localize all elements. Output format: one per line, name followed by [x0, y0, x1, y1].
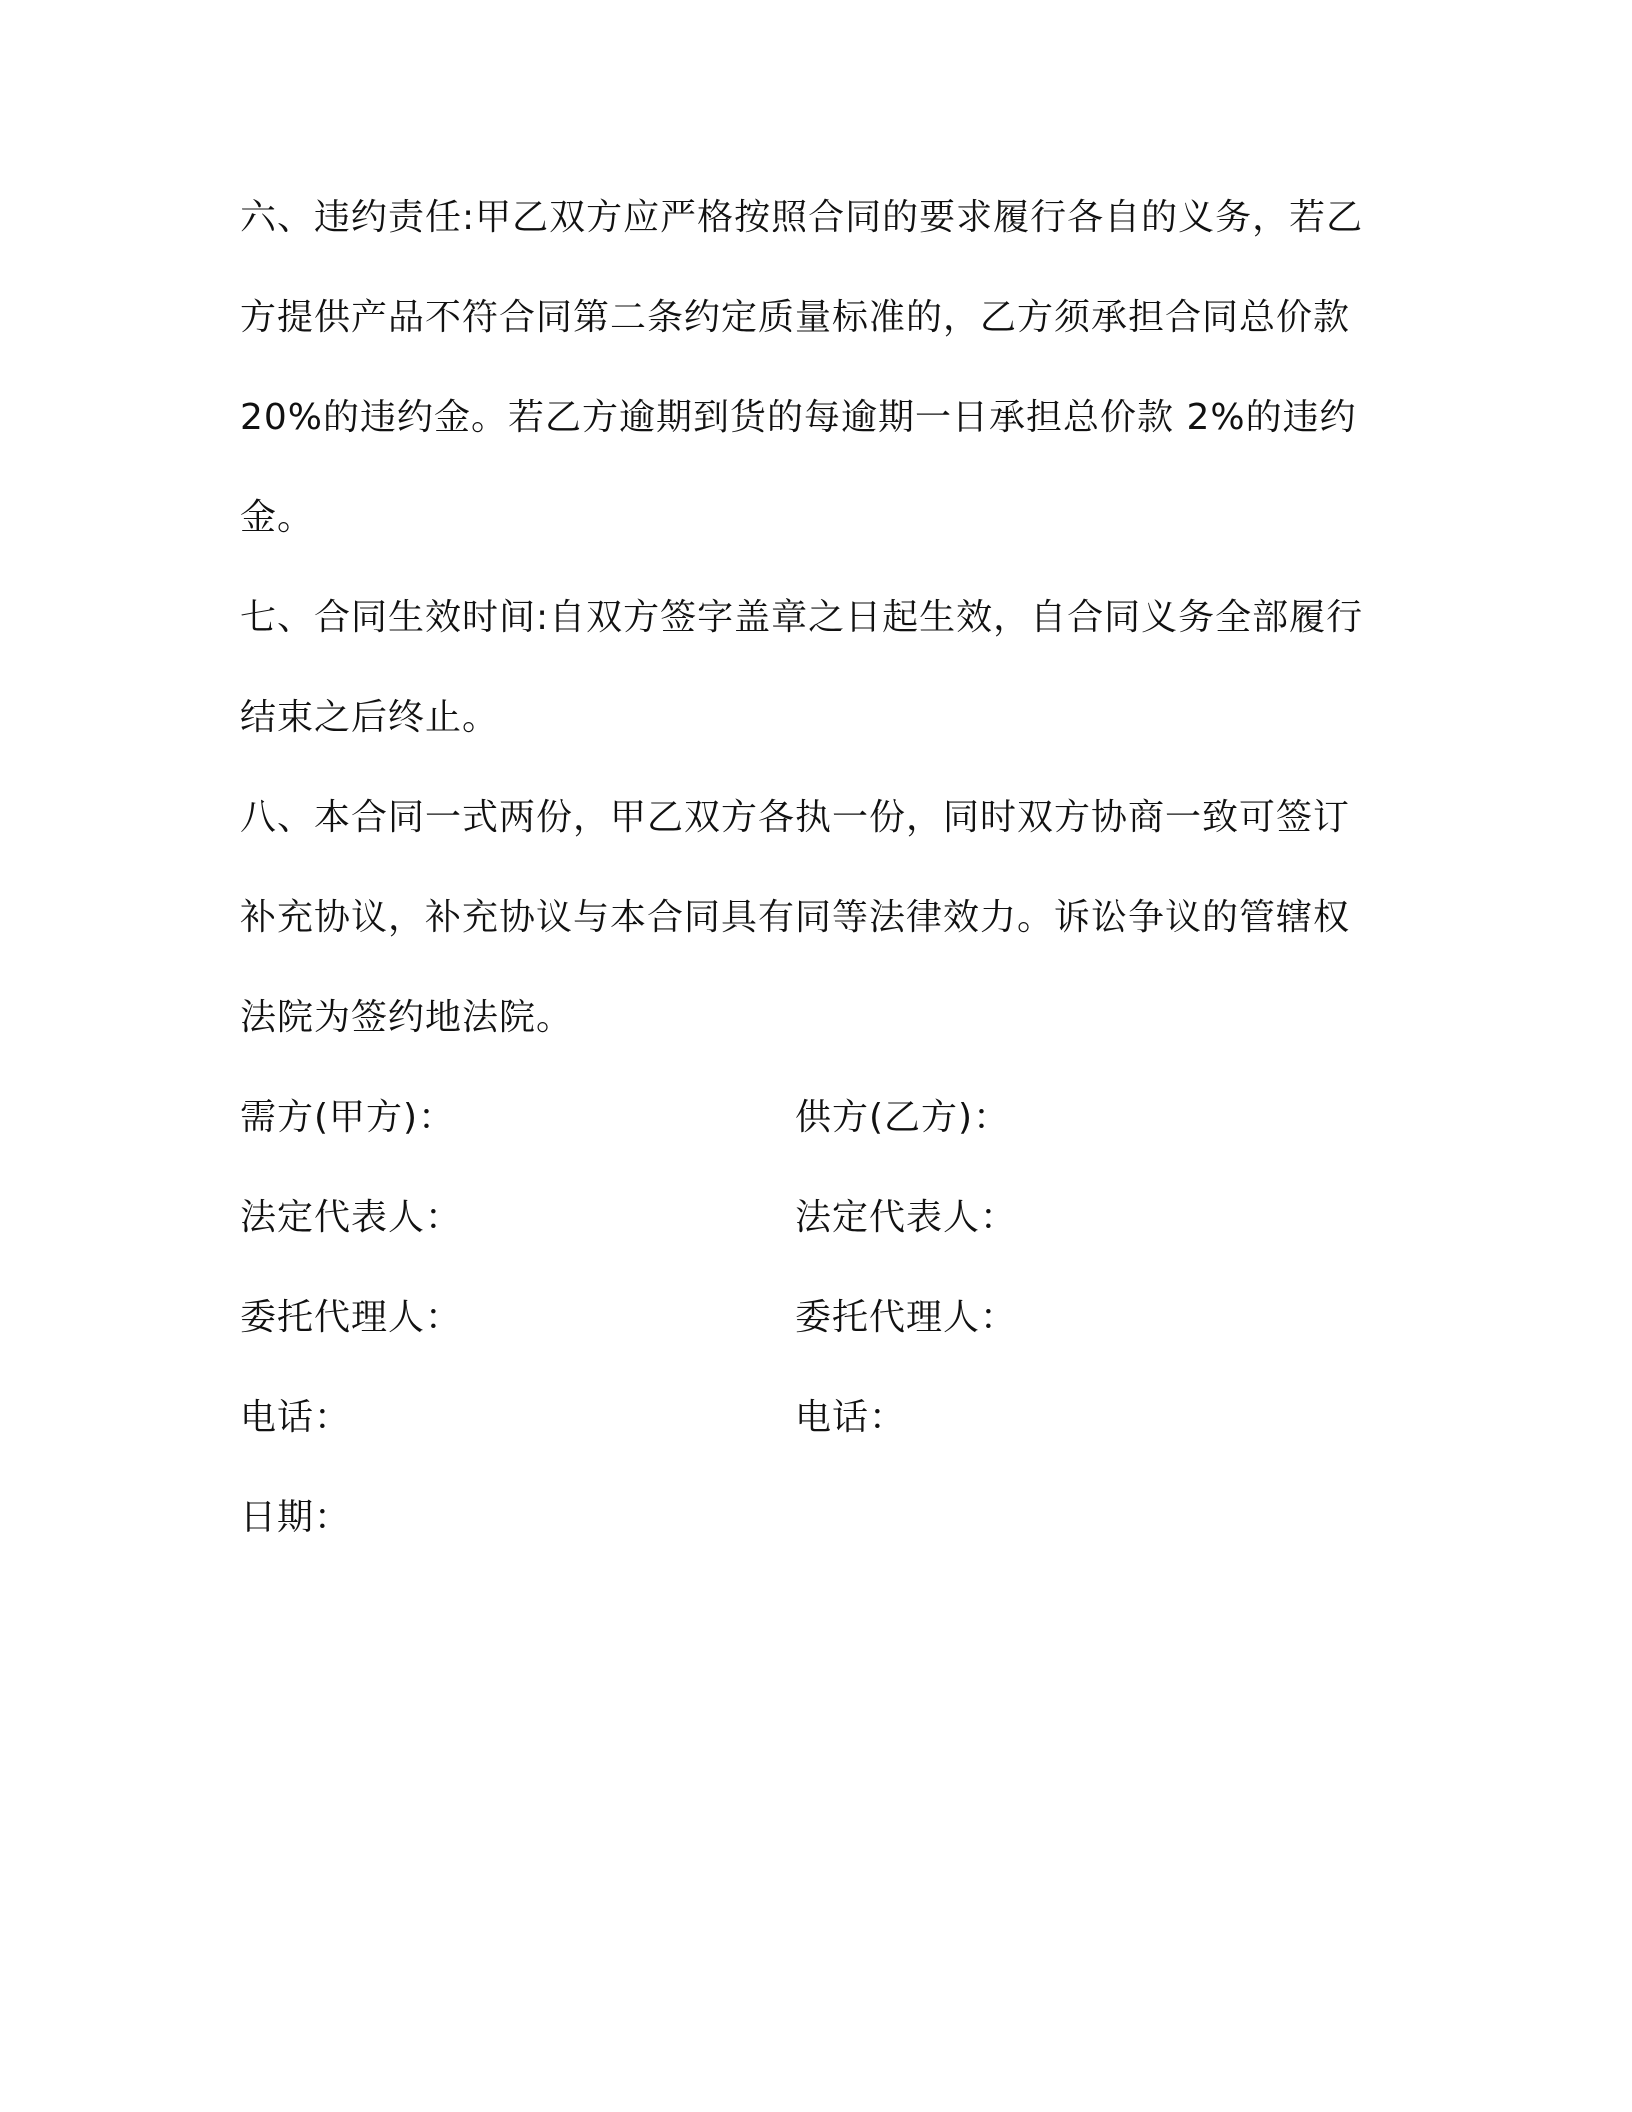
buyer-party-label: 需方(甲方)：: [240, 1097, 456, 1138]
clause-eight-line-1: 八、本合同一式两份，甲乙双方各执一份，同时双方协商一致可签订: [240, 797, 1351, 838]
supplier-legal-rep-label: 法定代表人：: [795, 1197, 1018, 1238]
clause-six-line-1: 六、违约责任:甲乙双方应严格按照合同的要求履行各自的义务，若乙: [240, 197, 1364, 238]
supplier-phone-label: 电话：: [795, 1397, 907, 1438]
date-label: 日期：: [240, 1497, 352, 1538]
buyer-phone-label: 电话：: [240, 1397, 352, 1438]
clause-six-line-4: 金。: [240, 497, 315, 538]
clause-eight-line-2: 补充协议，补充协议与本合同具有同等法律效力。诉讼争议的管辖权: [240, 897, 1351, 938]
supplier-party-label: 供方(乙方)：: [795, 1097, 1011, 1138]
clause-seven-line-1: 七、合同生效时间:自双方签字盖章之日起生效，自合同义务全部履行: [240, 597, 1364, 638]
buyer-agent-label: 委托代理人：: [240, 1297, 463, 1338]
clause-six-line-3: 20%的违约金。若乙方逾期到货的每逾期一日承担总价款 2%的违约: [240, 397, 1357, 438]
buyer-legal-rep-label: 法定代表人：: [240, 1197, 463, 1238]
clause-eight-line-3: 法院为签约地法院。: [240, 997, 574, 1038]
supplier-agent-label: 委托代理人：: [795, 1297, 1018, 1338]
clause-seven-line-2: 结束之后终止。: [240, 697, 500, 738]
clause-six-line-2: 方提供产品不符合同第二条约定质量标准的，乙方须承担合同总价款: [240, 297, 1351, 338]
